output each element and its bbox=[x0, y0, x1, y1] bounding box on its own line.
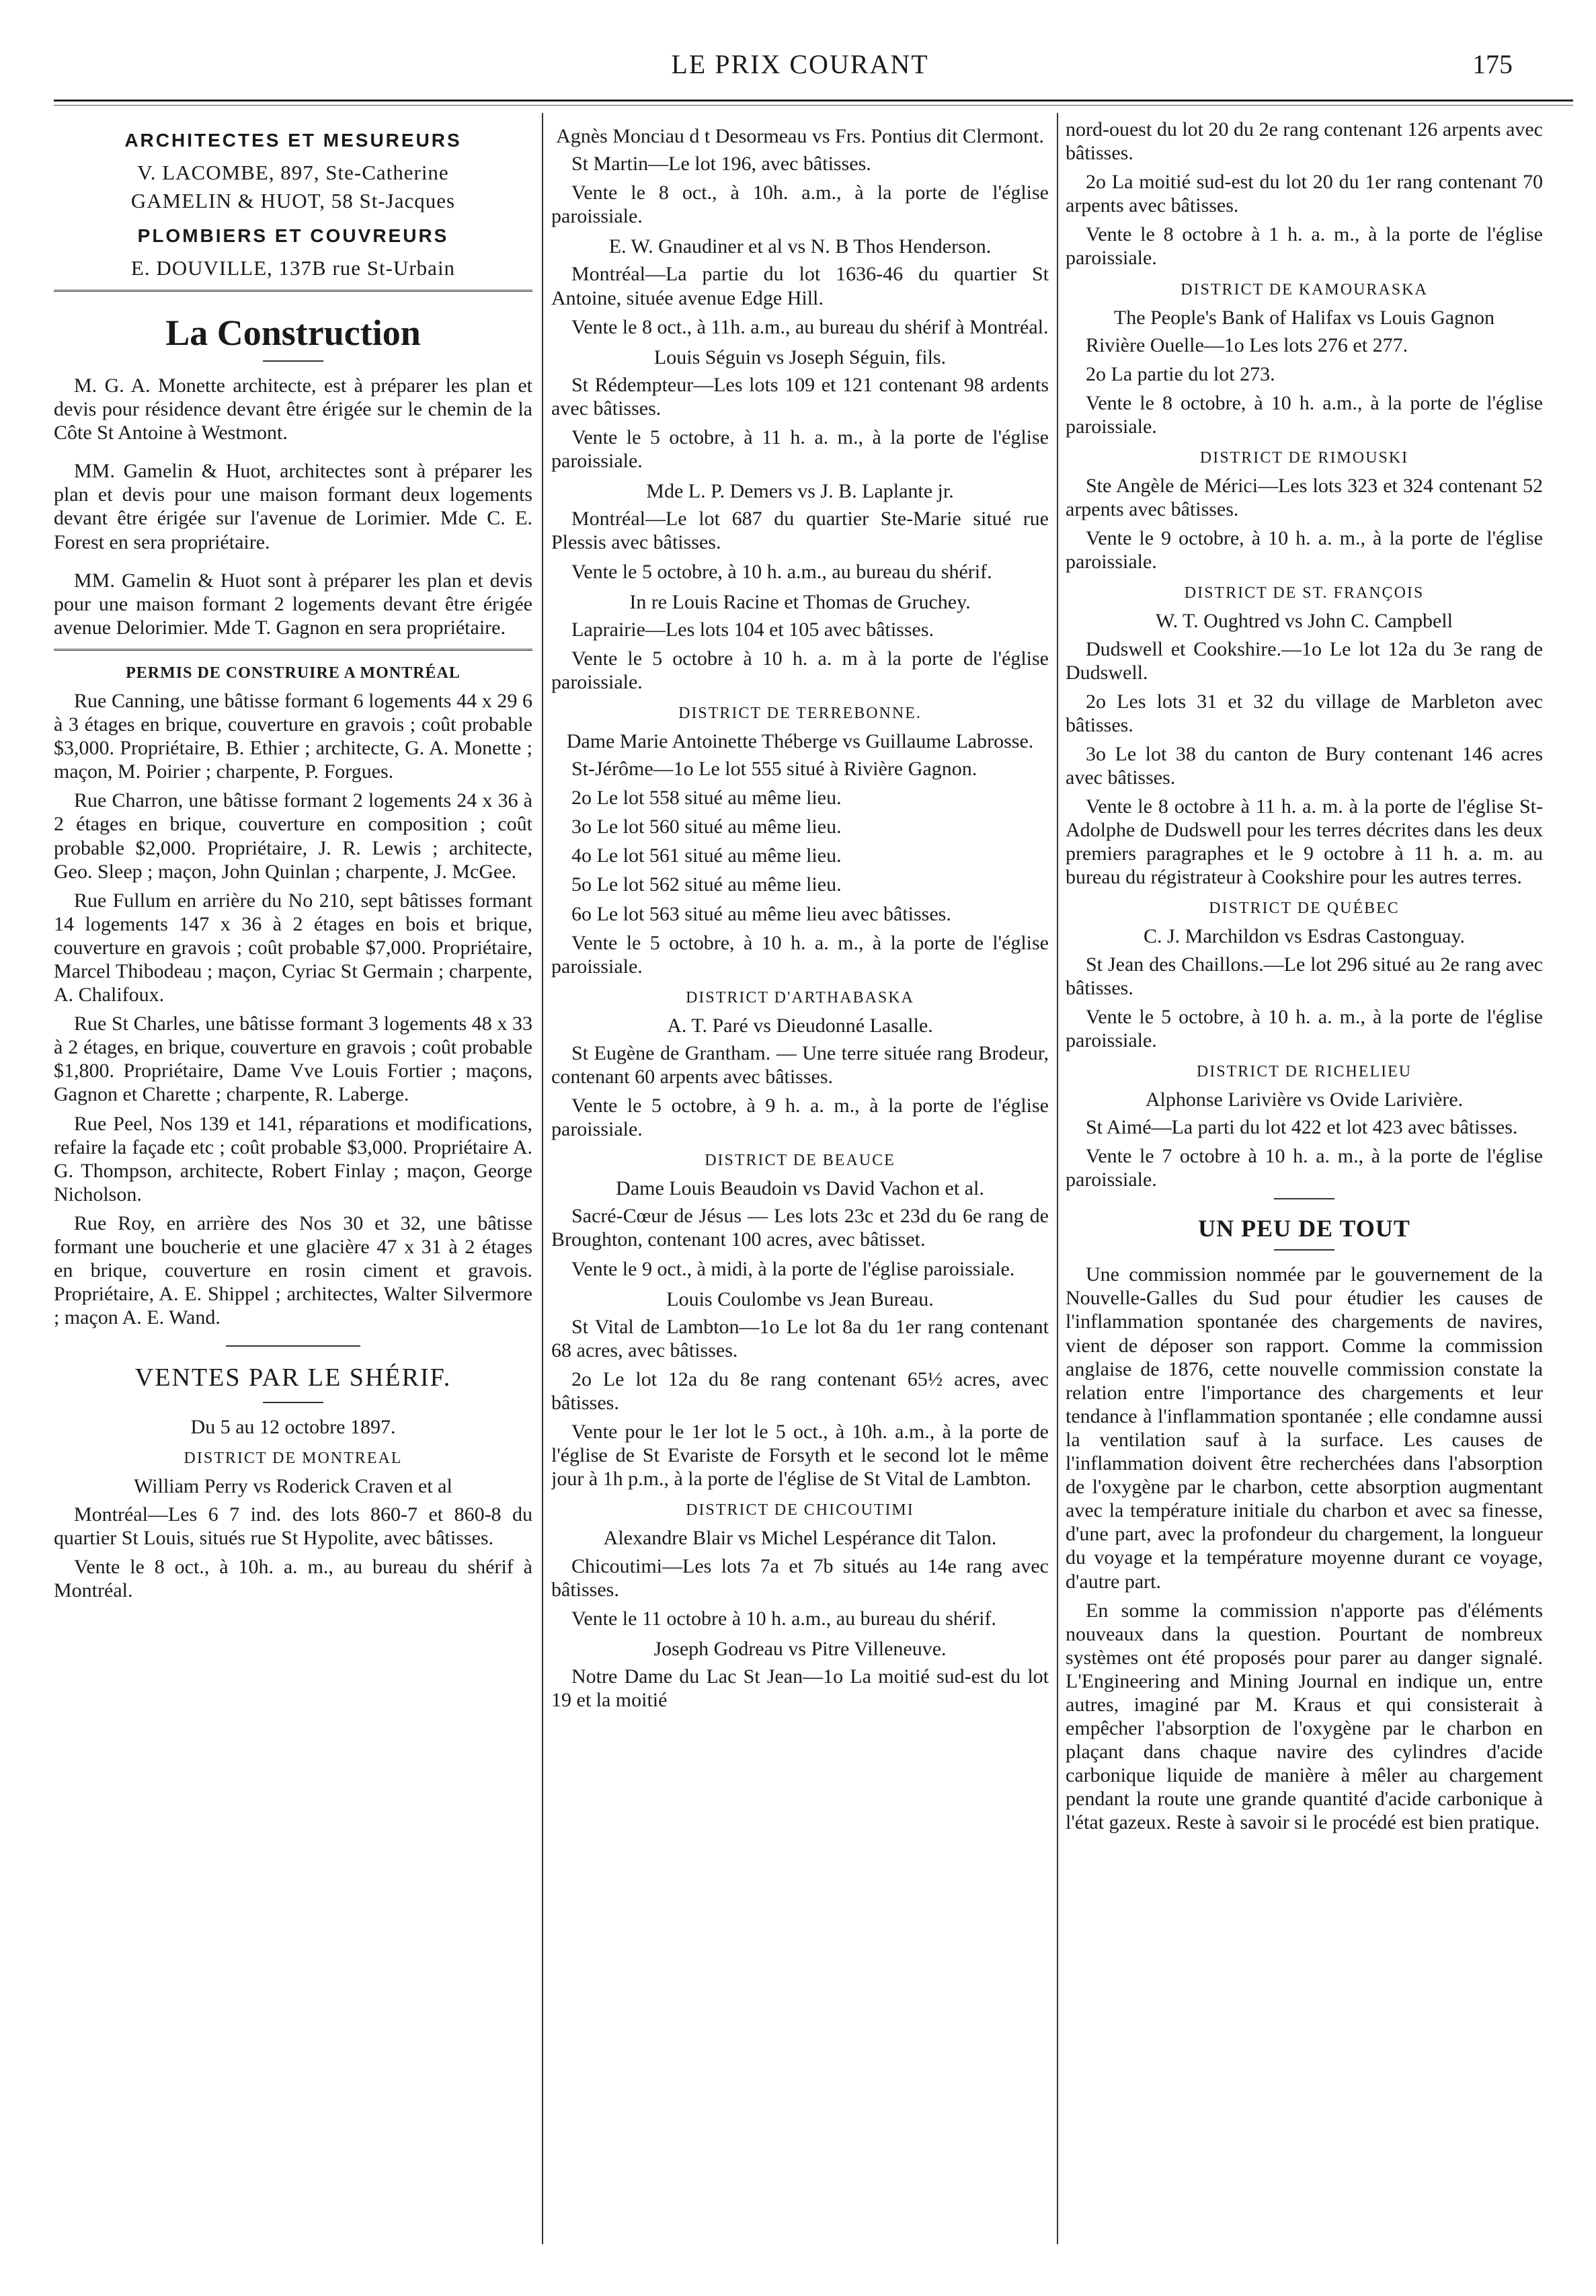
divider bbox=[54, 649, 532, 651]
paragraph: Sacré-Cœur de Jésus — Les lots 23c et 23d du 6e rang de Broughton, contenant 100 acres, avec bâtisset. bbox=[551, 1205, 1049, 1251]
paragraph: Vente le 8 octobre à 11 h. a. m. à la porte de l'église St-Adolphe de Dudswell pour les terres décrites dans les deux premiers paragraphes et le 9 octobre à 11 h. a. m. au bureau du régistrateur à Cookshire pour les autres terres. bbox=[1066, 795, 1543, 889]
district-heading: DISTRICT DE RICHELIEU bbox=[1196, 1062, 1412, 1080]
paragraph: 2o Le lot 558 situé au même lieu. bbox=[571, 787, 842, 809]
column-3 bbox=[1066, 118, 1543, 2242]
divider bbox=[263, 1402, 323, 1403]
section-heading: UN PEU DE TOUT bbox=[1198, 1215, 1410, 1242]
paragraph: Vente pour le 1er lot le 5 oct., à 10h. a.m., à la porte de l'église de St Evariste de Forsyth et le second lot le même jour à 1h p.m., à la porte de l'église de St Vital de Lambton. bbox=[551, 1421, 1049, 1491]
district-heading: DISTRICT DE CHICOUTIMI bbox=[686, 1501, 914, 1519]
case-title: William Perry vs Roderick Craven et al bbox=[134, 1475, 452, 1498]
column-2 bbox=[551, 118, 1049, 2242]
page-number: 175 bbox=[1472, 49, 1513, 79]
header-rule-thin bbox=[54, 105, 1573, 106]
paragraph: nord-ouest du lot 20 du 2e rang contenant 126 arpents avec bâtisses. bbox=[1066, 118, 1543, 165]
paragraph: Chicoutimi—Les lots 7a et 7b situés au 14e rang avec bâtisses. bbox=[551, 1554, 1049, 1601]
paragraph: Montréal—Les 6 7 ind. des lots 860-7 et 860-8 du quartier St Louis, situés rue St Hypolite, avec bâtisses. bbox=[54, 1503, 532, 1549]
case-title: Alexandre Blair vs Michel Lespérance dit Talon. bbox=[603, 1527, 997, 1550]
paragraph: Rue Fullum en arrière du No 210, sept bâtisses formant 14 logements 147 x 36 à 2 étages en bois et brique, couverture en gravois ; coût probable $7,000. Propriétaire, Marcel Thibodeau ; maçon, Cyriac St Germain ; charpente, A. Chalifoux. bbox=[54, 889, 532, 1006]
directory-entry: E. DOUVILLE, 137B rue St-Urbain bbox=[130, 256, 456, 280]
case-title: Louis Coulombe vs Jean Bureau. bbox=[666, 1288, 934, 1310]
paragraph: Dudswell et Cookshire.—1o Le lot 12a du 3e rang de Dudswell. bbox=[1066, 637, 1543, 684]
divider bbox=[263, 360, 323, 362]
case-title: Dame Louis Beaudoin vs David Vachon et al. bbox=[616, 1177, 984, 1200]
district-heading: DISTRICT DE BEAUCE bbox=[705, 1152, 895, 1170]
district-heading: DISTRICT DE ST. FRANÇOIS bbox=[1184, 584, 1425, 602]
divider bbox=[54, 290, 532, 292]
case-title: Agnès Monciau d t Desormeau vs Frs. Pontius dit Clermont. bbox=[556, 125, 1044, 147]
case-title: Louis Séguin vs Joseph Séguin, fils. bbox=[653, 346, 947, 368]
district-heading: DISTRICT DE TERREBONNE. bbox=[678, 704, 922, 722]
district-heading: DISTRICT DE KAMOURASKA bbox=[1181, 280, 1428, 299]
paragraph: Rue Charron, une bâtisse formant 2 logements 24 x 36 à 2 étages en brique, couverture en composition ; coût probable $2,000. Propriétaire, J. R. Lewis ; architecte, Geo. Sleep ; maçon, John Quinlan ; charpente, J. McGee. bbox=[54, 789, 532, 883]
paragraph: Laprairie—Les lots 104 et 105 avec bâtisses. bbox=[571, 618, 934, 641]
case-title: Joseph Godreau vs Pitre Villeneuve. bbox=[653, 1637, 947, 1660]
case-title: The People's Bank of Halifax vs Louis Gagnon bbox=[1113, 306, 1495, 329]
paragraph: Vente le 5 octobre, à 10 h. a. m., à la porte de l'église paroissiale. bbox=[551, 931, 1049, 978]
paragraph: MM. Gamelin & Huot, architectes sont à préparer les plan et devis pour une maison formant deux logements devant être érigée sur l'avenue de Lorimier. Mde C. E. Forest en sera propriétaire. bbox=[54, 460, 532, 553]
header-rule bbox=[54, 100, 1573, 102]
paragraph: M. G. A. Monette architecte, est à préparer les plan et devis pour résidence devant être érigée sur le chemin de la Côte St Antoine à Westmont. bbox=[54, 374, 532, 444]
section-heading: VENTES PAR LE SHÉRIF. bbox=[134, 1363, 452, 1392]
paragraph: St Aimé—La parti du lot 422 et lot 423 avec bâtisses. bbox=[1086, 1116, 1518, 1138]
section-heading: PERMIS DE CONSTRUIRE A MONTRÉAL bbox=[126, 664, 461, 682]
divider bbox=[1274, 1198, 1334, 1199]
paragraph: 2o Le lot 12a du 8e rang contenant 65½ acres, avec bâtisses. bbox=[551, 1368, 1049, 1415]
paragraph: Rue Canning, une bâtisse formant 6 logements 44 x 29 6 à 3 étages en brique, couverture en gravois ; coût probable $3,000. Propriétaire, B. Ethier ; architecte, G. A. Monette ; maçon, M. Poirier ; charpente, P. Forgues. bbox=[54, 689, 532, 783]
district-heading: DISTRICT DE RIMOUSKI bbox=[1199, 449, 1409, 467]
section-heading: PLOMBIERS ET COUVREURS bbox=[137, 225, 449, 246]
paragraph: 4o Le lot 561 situé au même lieu. bbox=[571, 844, 842, 867]
article-title: La Construction bbox=[165, 313, 421, 353]
paragraph: Vente le 11 octobre à 10 h. a.m., au bureau du shérif. bbox=[571, 1607, 997, 1630]
case-title: W. T. Oughtred vs John C. Campbell bbox=[1156, 610, 1453, 633]
paragraph: Vente le 5 octobre, à 11 h. a. m., à la porte de l'église paroissiale. bbox=[551, 426, 1049, 473]
paragraph: Rue Peel, Nos 139 et 141, réparations et modifications, refaire la façade etc ; coût probable $3,000. Propriétaire A. G. Thompson, architecte, Robert Finlay ; maçon, George Nicholson. bbox=[54, 1112, 532, 1205]
paragraph: Vente le 8 octobre à 1 h. a. m., à la porte de l'église paroissiale. bbox=[1066, 223, 1543, 270]
case-title: In re Louis Racine et Thomas de Gruchey. bbox=[629, 590, 971, 613]
section-heading: ARCHITECTES ET MESUREURS bbox=[124, 130, 462, 151]
paragraph: Rivière Ouelle—1o Les lots 276 et 277. bbox=[1086, 333, 1408, 356]
case-title: Alphonse Larivière vs Ovide Larivière. bbox=[1145, 1088, 1464, 1111]
district-heading: DISTRICT DE QUÉBEC bbox=[1209, 900, 1400, 918]
paragraph: Vente le 5 octobre, à 10 h. a.m., au bureau du shérif. bbox=[571, 560, 992, 583]
paragraph: 6o Le lot 563 situé au même lieu avec bâtisses. bbox=[571, 902, 951, 925]
directory-entry: GAMELIN & HUOT, 58 St-Jacques bbox=[130, 189, 456, 212]
column-1 bbox=[54, 118, 532, 2242]
case-title: Mde L. P. Demers vs J. B. Laplante jr. bbox=[646, 480, 954, 503]
paragraph: Notre Dame du Lac St Jean—1o La moitié sud-est du lot 19 et la moitié bbox=[551, 1665, 1049, 1711]
paragraph: Vente le 9 octobre, à 10 h. a. m., à la porte de l'église paroissiale. bbox=[1066, 527, 1543, 573]
district-heading: DISTRICT D'ARTHABASKA bbox=[686, 988, 914, 1006]
paragraph: 2o La partie du lot 273. bbox=[1086, 362, 1275, 385]
paragraph: Montréal—Le lot 687 du quartier Ste-Marie situé rue Plessis avec bâtisses. bbox=[551, 508, 1049, 554]
case-title: Dame Marie Antoinette Théberge vs Guillaume Labrosse. bbox=[566, 729, 1034, 752]
paragraph: Vente le 9 oct., à midi, à la porte de l'église paroissiale. bbox=[571, 1257, 1015, 1280]
divider bbox=[1274, 1249, 1334, 1251]
paragraph: St Vital de Lambton—1o Le lot 8a du 1er rang contenant 68 acres, avec bâtisses. bbox=[551, 1315, 1049, 1361]
paragraph: Une commission nommée par le gouvernement de la Nouvelle-Galles du Sud pour étudier les causes de l'inflammation spontanée des chargements de navires, vient de déposer son rapport. Comme la commission anglaise de 1876, cette nouvelle commission constate la relation entre l'importance des chargements et leur tendance à l'inflammation spontanée ; elle condamne aussi la ventilation sauf à la surface. Les causes de l'inflammation doivent être recherchées dans l'absorption de l'oxygène par le charbon, cette absorption augmentant avec la température initiale du charbon et avec sa finesse, d'une part, avec la profondeur du chargement, la longueur du voyage et la température moyenne durant ce voyage, d'autre part. bbox=[1066, 1263, 1543, 1593]
paragraph: Vente le 8 oct., à 10h. a.m., à la porte de l'église paroissiale. bbox=[551, 182, 1049, 228]
paragraph: Vente le 5 octobre, à 9 h. a. m., à la porte de l'église paroissiale. bbox=[551, 1095, 1049, 1141]
paragraph: Rue St Charles, une bâtisse formant 3 logements 48 x 33 à 2 étages, en brique, couverture en gravois ; coût probable $1,800. Propriétaire, Dame Vve Louis Fortier ; maçons, Gagnon et Charette ; charpente, R. Laberge. bbox=[54, 1013, 532, 1106]
paragraph: St Eugène de Grantham. — Une terre située rang Brodeur, contenant 60 arpents avec bâtisses. bbox=[551, 1041, 1049, 1088]
paragraph: Vente le 8 octobre, à 10 h. a.m., à la porte de l'église paroissiale. bbox=[1066, 391, 1543, 438]
paragraph: 3o Le lot 560 situé au même lieu. bbox=[571, 816, 842, 838]
column-divider bbox=[1057, 113, 1058, 2244]
paragraph: St Rédempteur—Les lots 109 et 121 contenant 98 ardents avec bâtisses. bbox=[551, 373, 1049, 420]
paragraph: St-Jérôme—1o Le lot 555 situé à Rivière Gagnon. bbox=[571, 758, 977, 781]
paragraph: MM. Gamelin & Huot sont à préparer les plan et devis pour une maison formant 2 logements devant être érigée avenue Delorimier. Mde T. Gagnon en sera propriétaire. bbox=[54, 569, 532, 639]
case-title: A. T. Paré vs Dieudonné Lasalle. bbox=[667, 1014, 933, 1037]
directory-entry: V. LACOMBE, 897, Ste-Catherine bbox=[137, 161, 449, 184]
paragraph: Vente le 8 oct., à 11h. a.m., au bureau du shérif à Montréal. bbox=[571, 315, 1049, 338]
paragraph: St Martin—Le lot 196, avec bâtisses. bbox=[571, 153, 871, 175]
paragraph: 2o La moitié sud-est du lot 20 du 1er rang contenant 70 arpents avec bâtisses. bbox=[1066, 171, 1543, 217]
paragraph: 3o Le lot 38 du canton de Bury contenant 146 acres avec bâtisses. bbox=[1066, 742, 1543, 789]
page-header bbox=[87, 42, 1513, 89]
paragraph: Rue Roy, en arrière des Nos 30 et 32, une bâtisse formant une boucherie et une glacière 47 x 31 à 2 étages en brique, couverture en rosin ciment et gravois. Propriétaire, A. E. Shippel ; architectes, Walter Silvermore ; maçon A. E. Wand. bbox=[54, 1212, 532, 1329]
paragraph: St Jean des Chaillons.—Le lot 296 situé au 2e rang avec bâtisses. bbox=[1066, 953, 1543, 999]
dates-line: Du 5 au 12 octobre 1897. bbox=[190, 1416, 396, 1439]
paragraph: Vente le 5 octobre à 10 h. a. m à la porte de l'église paroissiale. bbox=[551, 647, 1049, 693]
paragraph: Vente le 7 octobre à 10 h. a. m., à la porte de l'église paroissiale. bbox=[1066, 1145, 1543, 1191]
case-title: E. W. Gnaudiner et al vs N. B Thos Henderson. bbox=[608, 235, 992, 258]
divider bbox=[226, 1345, 360, 1347]
case-title: C. J. Marchildon vs Esdras Castonguay. bbox=[1143, 925, 1465, 948]
paragraph: Montréal—La partie du lot 1636-46 du quartier St Antoine, située avenue Edge Hill. bbox=[551, 263, 1049, 309]
paragraph: Ste Angèle de Mérici—Les lots 323 et 324 contenant 52 arpents avec bâtisses. bbox=[1066, 475, 1543, 521]
paragraph: 5o Le lot 562 situé au même lieu. bbox=[571, 873, 842, 896]
paragraph: Vente le 5 octobre, à 10 h. a. m., à la porte de l'église paroissiale. bbox=[1066, 1005, 1543, 1052]
paragraph: En somme la commission n'apporte pas d'éléments nouveaux dans la question. Pourtant de nombreux systèmes ont été proposés pour parer au danger signalé. L'Engineering and Mining Journal en indique un, entre autres, imaginé par M. Kraus et qui consisterait à empêcher l'absorption de l'oxygène par le charbon en plaçant dans chaque navire des cylindres d'acide carbonique liquide de manière à mêler au chargement pendant la route une grande quantité d'acide carbonique à l'état gazeux. Reste à savoir si le procédé est bien pratique. bbox=[1066, 1599, 1543, 1834]
paragraph: Vente le 8 oct., à 10h. a. m., au bureau du shérif à Montréal. bbox=[54, 1555, 532, 1601]
column-divider bbox=[542, 113, 543, 2244]
paragraph: 2o Les lots 31 et 32 du village de Marbleton avec bâtisses. bbox=[1066, 690, 1543, 736]
district-heading: DISTRICT DE MONTREAL bbox=[184, 1450, 403, 1468]
running-title: LE PRIX COURANT bbox=[671, 49, 929, 79]
